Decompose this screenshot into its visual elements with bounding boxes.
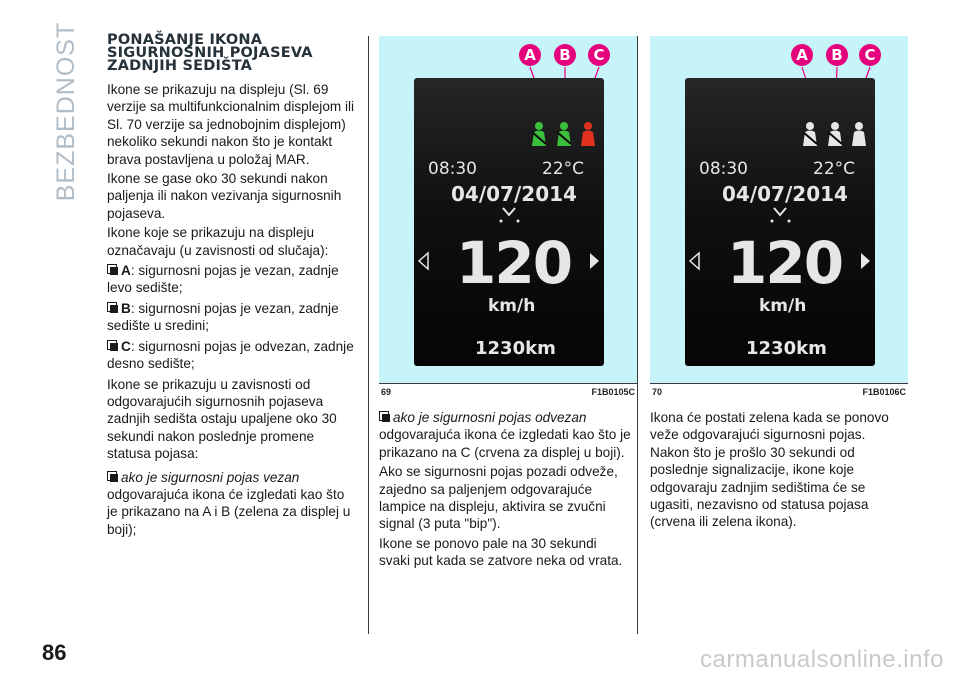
sub-heading: ako je sigurnosni pojas vezan [107, 469, 357, 486]
checkbox-bullet-icon [107, 471, 117, 481]
callout-c: C [588, 44, 610, 66]
speed-unit: km/h [488, 296, 536, 316]
sub-heading: ako je sigurnosni pojas odvezan [379, 409, 631, 426]
odometer: 1230km [746, 338, 827, 359]
seatbelt-unfastened-icon [581, 122, 595, 146]
figure-70 [650, 36, 908, 397]
seatbelt-fastened-icon [828, 122, 842, 146]
section-tab: BEZBEDNOST [52, 21, 81, 201]
clock: 08:30 [699, 159, 748, 179]
section-heading: PONAŠANJE IKONA SIGURNOSNIH POJASEVA ZADNJIH SEDIŠTA [107, 32, 313, 74]
checkbox-bullet-icon [107, 302, 117, 312]
arrow-left-icon [690, 253, 699, 269]
callout-b: B [554, 44, 576, 66]
display-screen [685, 78, 875, 366]
list-item: A: sigurnosni pojas je vezan, zadnje levo sedište; [107, 263, 339, 296]
seatbelt-icons [685, 120, 875, 150]
temperature: 22°C [813, 159, 856, 179]
chevron-dots-icon [414, 206, 604, 226]
display-screen [414, 78, 604, 366]
paragraph: odgovarajuća ikona će izgledati kao što je prikazano na A i B (zelena za displej u boji); [107, 486, 351, 537]
figure-number: 69 [381, 387, 392, 397]
arrow-left-icon [419, 253, 428, 269]
paragraph: Ikone se prikazuju u zavisnosti od odgovarajućih sigurnosnih pojaseva zadnjih sedišta ostaju upaljene oko 30 sekundi nakon poslednje promene statusa pojasa: [107, 376, 337, 462]
clock: 08:30 [428, 159, 477, 179]
list-item: B: sigurnosni pojas je vezan, zadnje sedište u sredini; [107, 300, 339, 334]
middle-column [379, 409, 631, 572]
figure-rule [650, 383, 908, 384]
watermark: carmanualsonline.info [700, 646, 944, 673]
seatbelt-fastened-icon [803, 122, 817, 146]
paragraph: Ikone se prikazuju na displeju (Sl. 69 verzije sa multifunkcionalnim displejom ili Sl. 70 verzije sa jednobojnim displejom) nekoliko sekundi nakon što je kontakt brava postavljena u položaj MAR. [107, 82, 355, 167]
page-number: 86 [42, 640, 67, 665]
callout-a: A [791, 44, 813, 66]
paragraph: Ikone se ponovo pale na 30 sekundi svaki put kada se zatvore neka od vrata. [379, 535, 623, 569]
callout-c: C [859, 44, 881, 66]
temperature: 22°C [542, 159, 585, 179]
odometer: 1230km [475, 338, 556, 359]
figure-code: F1B0105C [591, 387, 635, 397]
left-column [107, 34, 357, 540]
paragraph: Ikone se gase oko 30 sekundi nakon paljenja ili nakon vezivanja sigurnosnih pojaseva. [107, 171, 342, 221]
checkbox-bullet-icon [107, 264, 117, 274]
paragraph: Ikone koje se prikazuju na displeju označavaju (u zavisnosti od slučaja): [107, 225, 329, 258]
list-item: C: sigurnosni pojas je odvezan, zadnje desno sedište; [107, 338, 354, 372]
seatbelt-icons [414, 120, 604, 150]
checkbox-bullet-icon [107, 340, 117, 350]
date: 04/07/2014 [451, 182, 577, 206]
speed: 120 [456, 229, 572, 297]
right-column [650, 409, 905, 533]
checkbox-bullet-icon [379, 411, 389, 421]
date: 04/07/2014 [722, 182, 848, 206]
figure-rule [379, 383, 637, 384]
paragraph: Ikona će postati zelena kada se ponovo veže odgovarajući sigurnosni pojas. Nakon što je prošlo 30 sekundi od poslednje signalizacije, ikone koje odgovaraju zadnjim sedištima će se ugasiti, nezavisno od statusa pojasa (crvena ili zelena ikona). [650, 410, 889, 530]
figure-number: 70 [652, 387, 663, 397]
paragraph: odgovarajuća ikona će izgledati kao što je prikazano na C (crvena za displej u boji). [379, 427, 631, 460]
chevron-dots-icon [685, 206, 875, 226]
speed-unit: km/h [759, 296, 807, 316]
paragraph: Ako se sigurnosni pojas pozadi odveže, zajedno sa paljenjem odgovarajuće lampice na displeju, aktivira se zvučni signal (3 puta "bip"). [379, 464, 618, 532]
speed: 120 [727, 229, 843, 297]
figure-code: F1B0106C [862, 387, 906, 397]
arrow-right-icon [861, 253, 870, 269]
callout-b: B [826, 44, 848, 66]
seatbelt-fastened-icon [532, 122, 546, 146]
column-divider-1 [368, 36, 369, 634]
figure-69 [379, 36, 637, 397]
callout-a: A [519, 44, 541, 66]
seatbelt-fastened-icon [557, 122, 571, 146]
seatbelt-unfastened-icon [852, 122, 866, 146]
arrow-right-icon [590, 253, 599, 269]
column-divider-2 [637, 36, 638, 634]
